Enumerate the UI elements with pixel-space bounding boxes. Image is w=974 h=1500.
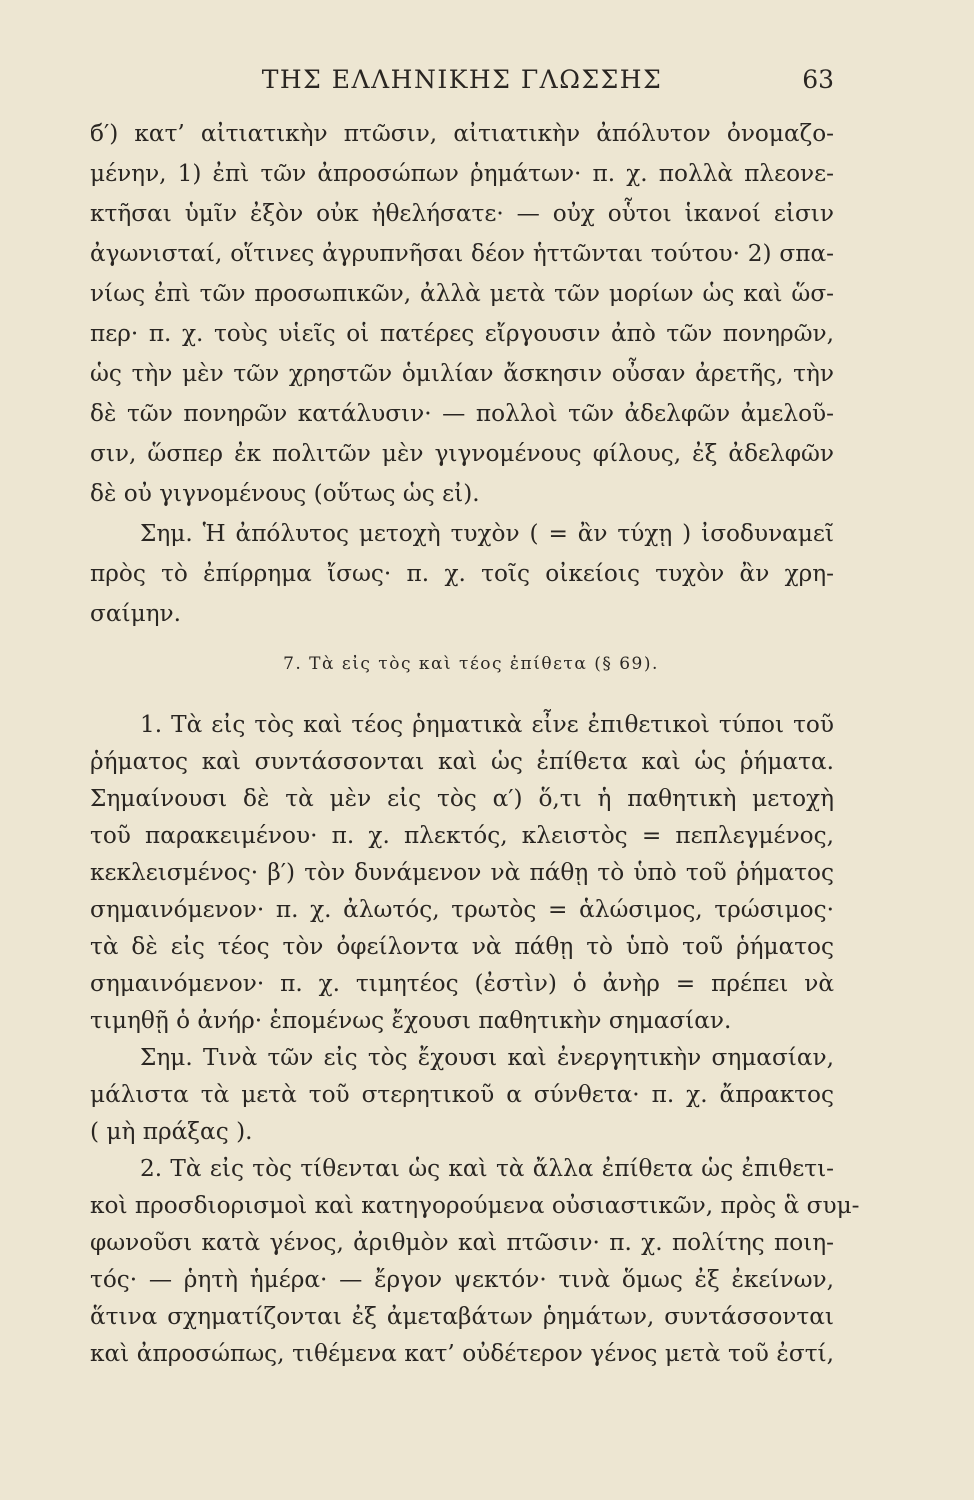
text-line: ( μὴ πράξας ).	[90, 1118, 253, 1145]
running-title: ΤΗΣ ΕΛΛΗΝΙΚΗΣ ΓΛΩΣΣΗΣ	[261, 65, 663, 94]
text-line: δὲ τῶν πονηρῶν κατάλυσιν· — πολλοὶ τῶν ἀδελφῶν ἀμελοῦ-	[90, 400, 834, 427]
note-absolute-participle	[90, 514, 834, 634]
text-line: περ· π. χ. τοὺς υἱεῖς οἱ πατέρες εἴργουσιν ἀπὸ τῶν πονηρῶν,	[90, 320, 834, 347]
text-line: 1. Τὰ εἰς τὸς καὶ τέος ῥηματικὰ εἶνε ἐπιθετικοὶ τύποι τοῦ	[140, 711, 834, 738]
text-line: φωνοῦσι κατὰ γένος, ἀριθμὸν καὶ πτῶσιν· π. χ. πολίτης ποιη-	[90, 1229, 834, 1256]
text-line: ἀγωνισταί, οἵτινες ἀγρυπνῆσαι δέον ἡττῶνται τούτου· 2) σπα-	[90, 240, 834, 267]
text-line: ὡς τὴν μὲν τῶν χρηστῶν ὁμιλίαν ἄσκησιν οὖσαν ἀρετῆς, τὴν	[90, 360, 834, 387]
text-line: μάλιστα τὰ μετὰ τοῦ στερητικοῦ α σύνθετα· π. χ. ἄπρακτος	[90, 1081, 834, 1108]
text-line: τὰ δὲ εἰς τέος τὸν ὀφείλοντα νὰ πάθῃ τὸ ὑπὸ τοῦ ῥήματος	[90, 933, 834, 960]
text-line: 2. Τὰ εἰς τὸς τίθενται ὡς καὶ τὰ ἄλλα ἐπίθετα ὡς ἐπιθετι-	[140, 1155, 834, 1182]
text-line: τός· — ῥητὴ ἡμέρα· — ἔργον ψεκτόν· τινὰ ὅμως ἐξ ἐκείνων,	[90, 1266, 834, 1293]
text-line: σημαινόμενον· π. χ. ἀλωτός, τρωτὸς = ἁλώσιμος, τρώσιμος·	[90, 896, 834, 923]
text-line: δὲ οὐ γιγνομένους (οὕτως ὡς εἰ).	[90, 480, 480, 507]
page-number: 63	[802, 65, 834, 94]
text-line: σαίμην.	[90, 600, 182, 627]
text-line: σημαινόμενον· π. χ. τιμητέος (ἐστὶν) ὁ ἀνὴρ = πρέπει νὰ	[90, 970, 834, 997]
body-text	[90, 114, 860, 1372]
paragraph-b-case	[90, 114, 834, 514]
text-line: καὶ ἀπροσώπως, τιθέμενα κατ’ οὐδέτερον γένος μετὰ τοῦ ἐστί,	[90, 1340, 834, 1367]
text-line: νίως ἐπὶ τῶν προσωπικῶν, ἀλλὰ μετὰ τῶν μορίων ὡς καὶ ὥσ-	[90, 280, 834, 307]
text-line: σιν, ὥσπερ ἐκ πολιτῶν μὲν γιγνομένους φίλους, ἐξ ἀδελφῶν	[90, 440, 834, 467]
section-heading: 7. Τὰ εἰς τὸς καὶ τέος ἐπίθετα (§ 69).	[283, 654, 659, 674]
text-line: πρὸς τὸ ἐπίρρημα ἴσως· π. χ. τοῖς οἰκείοις τυχὸν ἂν χρη-	[90, 560, 834, 587]
note-active-meaning	[90, 1039, 834, 1150]
text-line: μένην, 1) ἐπὶ τῶν ἀπροσώπων ῥημάτων· π. χ. πολλὰ πλεονε-	[90, 160, 834, 187]
text-line: Σημ. Τινὰ τῶν εἰς τὸς ἔχουσι καὶ ἐνεργητικὴν σημασίαν,	[140, 1044, 834, 1071]
heading-spacer	[90, 682, 834, 706]
text-line: τοῦ παρακειμένου· π. χ. πλεκτός, κλειστὸς = πεπλεγμένος,	[90, 822, 834, 849]
paragraph-1	[90, 706, 834, 1039]
page-header	[90, 62, 834, 98]
text-line: κτῆσαι ὑμῖν ἐξὸν οὐκ ἠθελήσατε· — οὐχ οὗτοι ἱκανοί εἰσιν	[90, 200, 834, 227]
paragraph-2	[90, 1150, 860, 1372]
text-line: κεκλεισμένος· β′) τὸν δυνάμενον νὰ πάθῃ τὸ ὑπὸ τοῦ ῥήματος	[90, 859, 834, 886]
text-line: Σημ. Ἡ ἀπόλυτος μετοχὴ τυχὸν ( = ἂν τύχῃ ) ἰσοδυναμεῖ	[140, 520, 834, 547]
text-line: ῥήματος καὶ συντάσσονται καὶ ὡς ἐπίθετα καὶ ὡς ῥήματα.	[90, 748, 834, 775]
text-line: τιμηθῇ ὁ ἀνήρ· ἑπομένως ἔχουσι παθητικὴν σημασίαν.	[90, 1007, 732, 1034]
text-line: Σημαίνουσι δὲ τὰ μὲν εἰς τὸς α′) ὅ,τι ἡ παθητικὴ μετοχὴ	[90, 785, 834, 812]
text-line: ἅτινα σχηματίζονται ἐξ ἀμεταβάτων ῥημάτων, συντάσσονται	[90, 1303, 834, 1330]
text-line: б′) κατ’ αἰτιατικὴν πτῶσιν, αἰτιατικὴν ἀπόλυτον ὀνομαζο-	[90, 120, 834, 147]
text-line: κοὶ προσδιορισμοὶ καὶ κατηγορούμενα οὐσιαστικῶν, πρὸς ἃ συμ-	[90, 1192, 860, 1219]
